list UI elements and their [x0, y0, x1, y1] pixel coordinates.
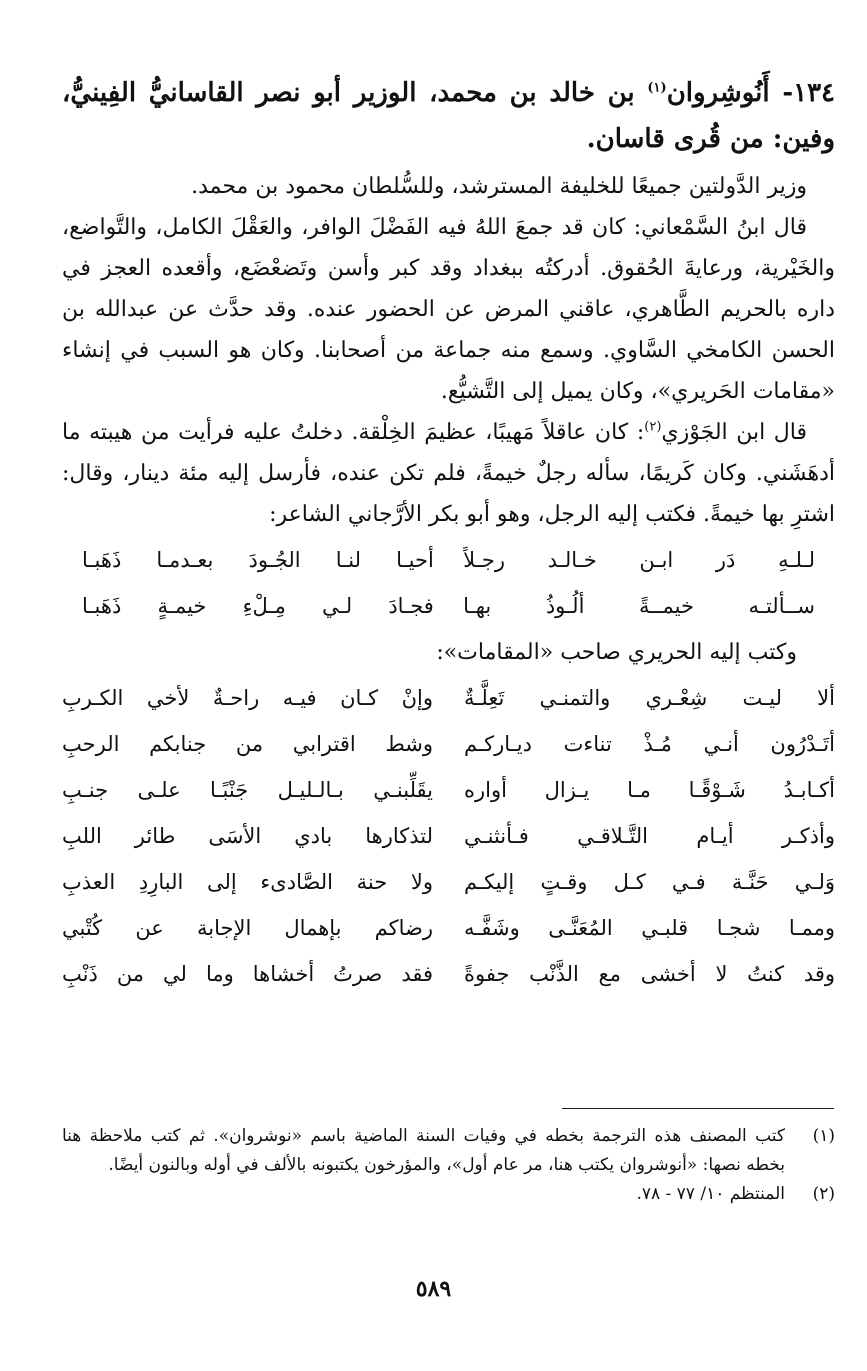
page-body [62, 70, 835, 1001]
entry-name: أَنُوشِروان [666, 78, 770, 108]
footnote-divider [562, 1108, 834, 1109]
hemistich-first: وقد كنتُ لا أخشى مع الذَّنْب جفوةً [463, 962, 835, 986]
hemistich-second: ولا حنة الصَّادىء إلى البارِدِ العذبِ [62, 870, 434, 894]
hemistich-first: وأذكـر أيـام التَّـلاقـي فـأنثنـي [463, 824, 835, 848]
footnote-ref-2[interactable]: (٢) [644, 419, 662, 435]
jawzi-intro: قال ابن الجَوْزي [661, 420, 807, 445]
poem-arrajani [62, 537, 835, 629]
hemistich-first: أتَـدْرُون أنـي مُـذْ تناءت ديـاركـم [463, 732, 835, 756]
footnote-number: (١) [812, 1126, 835, 1146]
entry-heading-rest: بن خالد بن محمد، الوزير أبو نصر القاسانيُّ الفِينيُّ، وفين: من قُرى قاسان. [62, 78, 835, 154]
footnote-number: (٢) [812, 1184, 835, 1204]
jawzi-text: : كان عاقلاً مَهيبًا، عظيمَ الخِلْقة. دخلتُ عليه فرأيت من هيبته ما أدهَشَني. وكان كَريمًا، سأله رجلٌ خيمةً، فلم تكن عنده، فأرسل إليه مئة دينار، وقال: اشترِ بها خيمةً. فكتب إليه الرجل، وهو أبو بكر الأرَّجاني الشاعر: [62, 420, 835, 527]
poem-line [62, 905, 835, 951]
poem-hariri [62, 675, 835, 997]
hemistich-second: أحيـا لنـا الجُـودَ بعـدمـا ذَهَبـا [82, 548, 434, 572]
paragraph-jawzi [62, 412, 835, 535]
poem-line [62, 767, 835, 813]
footnote-1 [62, 1122, 835, 1180]
footnote-ref-1[interactable]: (١) [647, 80, 667, 96]
hemistich-second: رضاكم بإهمال الإجابة عن كُتْبي [62, 916, 434, 940]
entry-heading [62, 70, 835, 162]
hemistich-first: وَلـي حَنَّـة فـي كـل وقـتٍ إليكـم [463, 870, 835, 894]
hemistich-first: ألا ليـت شِعْـري والتمنـي تَعِلَّـةٌ [463, 686, 835, 710]
page-number: ٥٨٩ [415, 1276, 452, 1302]
hemistich-second: يقَلِّبنـي بـالـليـل جَنْبًـا علـى جنـبِ [62, 778, 434, 802]
hemistich-second: وإنْ كـان فيـه راحـةٌ لأخي الكـربِ [62, 686, 434, 710]
paragraph-vizier: وزير الدَّولتين جميعًا للخليفة المسترشد، وللسُّلطان محمود بن محمد. [191, 174, 807, 199]
poem-line [62, 675, 835, 721]
poem-line [82, 537, 815, 583]
hemistich-second: وشط اقترابي من جنابكم الرحبِ [62, 732, 434, 756]
poem-line [62, 951, 835, 997]
hemistich-second: لتذكارها بادي الأسَى طائر اللبِ [62, 824, 434, 848]
footnote-2 [62, 1180, 835, 1209]
poem-line [62, 721, 835, 767]
hemistich-first: وممـا شجـا قلبـي المُعَنَّـى وشَفَّـه [463, 916, 835, 940]
hemistich-second: فقد صرتُ أخشاها وما لي من ذَنْبِ [62, 962, 434, 986]
poem-hariri-intro: وكتب إليه الحريري صاحب «المقامات»: [436, 640, 797, 665]
paragraph-samani: قال ابنُ السَّمْعاني: كان قد جمعَ اللهُ فيه الفَضْلَ الوافر، والعَقْلَ الكامل، والتَّواضع، والخَيْرية، ورعايةَ الحُقوق. أدركتُه ببغداد وقد كبر وأسن وتَضعْضَع، وأقعده العجز في داره بالحريم الطَّاهري، عاقني المرض عن الحضور عنده. وقد حدَّث عن عبدالله بن الحسن الكامخي السَّاوي. وسمع منه جماعة من أصحابنا. وكان هو السبب في إنشاء «مقامات الحَريري»، وكان يميل إلى التَّشيُّع. [62, 215, 835, 404]
footnote-text: المنتظم ١٠/ ٧٧ - ٧٨. [636, 1184, 785, 1204]
poem-line [62, 859, 835, 905]
entry-number: ١٣٤- [782, 78, 836, 108]
poem-line [62, 813, 835, 859]
hemistich-second: فجـادَ لـي مِـلْءِ خيمـةٍ ذَهَبـا [82, 594, 434, 618]
hemistich-first: أكـابـدُ شَـوْقًـا مـا يـزال أواره [463, 778, 835, 802]
poem-line [82, 583, 815, 629]
hemistich-first: لـلـهِ دَر ابـن خـالـد رجـلاً [463, 548, 815, 572]
footnote-text: كتب المصنف هذه الترجمة بخطه في وفيات السنة الماضية باسم «نوشروان». ثم كتب ملاحظة هنا بخطه نصها: «أنوشروان يكتب هنا، مر عام أول»، والمؤرخون يكتبونه بالألف في أوله وبالنون أيضًا. [62, 1126, 785, 1175]
hemistich-first: ســألتـه خيمــةً ألُـوذُ بهـا [463, 594, 815, 618]
footnotes [62, 1122, 835, 1209]
